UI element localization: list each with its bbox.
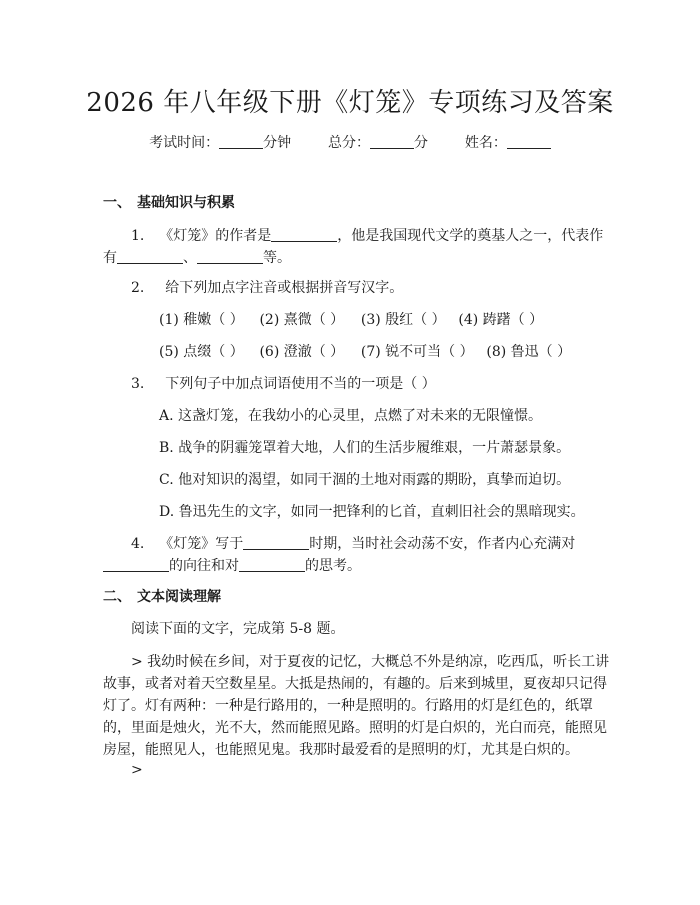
- pinyin-item: (3) 殷红（ ）: [360, 312, 446, 328]
- answer-blank[interactable]: [103, 557, 169, 572]
- score-unit: 分: [414, 135, 428, 151]
- question-text: 的思考。: [305, 558, 361, 574]
- answer-blank[interactable]: [271, 227, 337, 242]
- pinyin-item: (5) 点缀（ ）: [159, 344, 244, 360]
- section-title: 文本阅读理解: [137, 589, 221, 605]
- quote-line: 的，里面是烛火，光不大，然而能照见路。照明的灯是白炽的，光白而亮，能照见: [103, 720, 607, 736]
- question-1-line-2: [103, 247, 291, 267]
- time-unit: 分钟: [263, 135, 292, 151]
- quote-line: 灯了。灯有两种：一种是行路用的，一种是照明的。行路用的灯是红色的，纸罩: [103, 698, 593, 714]
- question-4-line-1: [131, 533, 575, 553]
- pinyin-item: (8) 鲁迅（ ）: [486, 344, 572, 360]
- question-1-line-1: [131, 225, 603, 245]
- section-number: 二、: [103, 589, 131, 605]
- question-text: 给下列加点字注音或根据拼音写汉字。: [165, 280, 404, 296]
- question-number: 3.: [131, 376, 145, 392]
- separator: 、: [183, 250, 197, 266]
- option-d[interactable]: D. 鲁迅先生的文字，如同一把锋利的匕首，直刺旧社会的黑暗现实。: [159, 504, 585, 520]
- option-b[interactable]: B. 战争的阴霾笼罩着大地，人们的生活步履维艰，一片萧瑟景象。: [159, 440, 571, 456]
- pinyin-row-2: [159, 341, 571, 361]
- quote-line: 故事，或者对着天空数星星。大抵是热闹的，有趣的。后来到城里，夏夜却只记得: [103, 676, 607, 692]
- question-text: ，他是我国现代文学的奠基人之一，代表作: [337, 228, 604, 244]
- quote-line: 房屋，能照见人，也能照见鬼。我那时最爱看的是照明的灯，尤其是白炽的。: [103, 742, 579, 758]
- section-heading: [103, 192, 235, 212]
- option-a[interactable]: A. 这盏灯笼，在我幼小的心灵里，点燃了对未来的无限憧憬。: [159, 408, 543, 424]
- answer-blank[interactable]: [197, 249, 263, 264]
- reading-intro: 阅读下面的文字，完成第 5-8 题。: [131, 621, 345, 637]
- option-c[interactable]: C. 他对知识的渴望，如同干涸的土地对雨露的期盼，真挚而迫切。: [159, 472, 571, 488]
- section-title: 基础知识与积累: [137, 195, 235, 211]
- question-text: 时期，当时社会动荡不安，作者内心充满对: [309, 536, 576, 552]
- quote-marker: >: [131, 762, 143, 778]
- question-4-line-2: [103, 555, 361, 575]
- question-2: [131, 277, 403, 297]
- question-number: 2.: [131, 280, 145, 296]
- answer-blank[interactable]: [243, 535, 309, 550]
- question-3: [131, 373, 436, 393]
- pinyin-item: (1) 稚嫩（ ）: [159, 312, 244, 328]
- question-text: 的向往和对: [169, 558, 239, 574]
- question-text: 等。: [263, 250, 291, 266]
- pinyin-item: (6) 澄澈（ ）: [259, 344, 345, 360]
- question-text: 《灯笼》写于: [159, 536, 244, 552]
- question-number: 1.: [131, 228, 145, 244]
- page-title: 2026 年八年级下册《灯笼》专项练习及答案: [86, 88, 614, 118]
- answer-blank[interactable]: [117, 249, 183, 264]
- score-blank[interactable]: [370, 134, 414, 149]
- exam-meta: [0, 132, 700, 152]
- pinyin-item: (7) 锐不可当（ ）: [360, 344, 474, 360]
- section-heading: [103, 586, 221, 606]
- time-blank[interactable]: [219, 134, 263, 149]
- time-label: 考试时间：: [149, 135, 220, 151]
- name-blank[interactable]: [507, 134, 551, 149]
- pinyin-item: (4) 踌躇（ ）: [458, 312, 544, 328]
- section-number: 一、: [103, 195, 131, 211]
- pinyin-item: (2) 熹微（ ）: [259, 312, 345, 328]
- name-label: 姓名：: [464, 135, 507, 151]
- question-text: 《灯笼》的作者是: [159, 228, 272, 244]
- pinyin-row-1: [159, 309, 543, 329]
- score-label: 总分：: [328, 135, 370, 151]
- answer-blank[interactable]: [239, 557, 305, 572]
- question-number: 4.: [131, 536, 145, 552]
- question-text: 有: [103, 250, 117, 266]
- question-text: 下列句子中加点词语使用不当的一项是（ ）: [165, 376, 436, 392]
- quote-line: > 我幼时候在乡间，对于夏夜的记忆，大概总不外是纳凉，吃西瓜，听长工讲: [131, 654, 610, 670]
